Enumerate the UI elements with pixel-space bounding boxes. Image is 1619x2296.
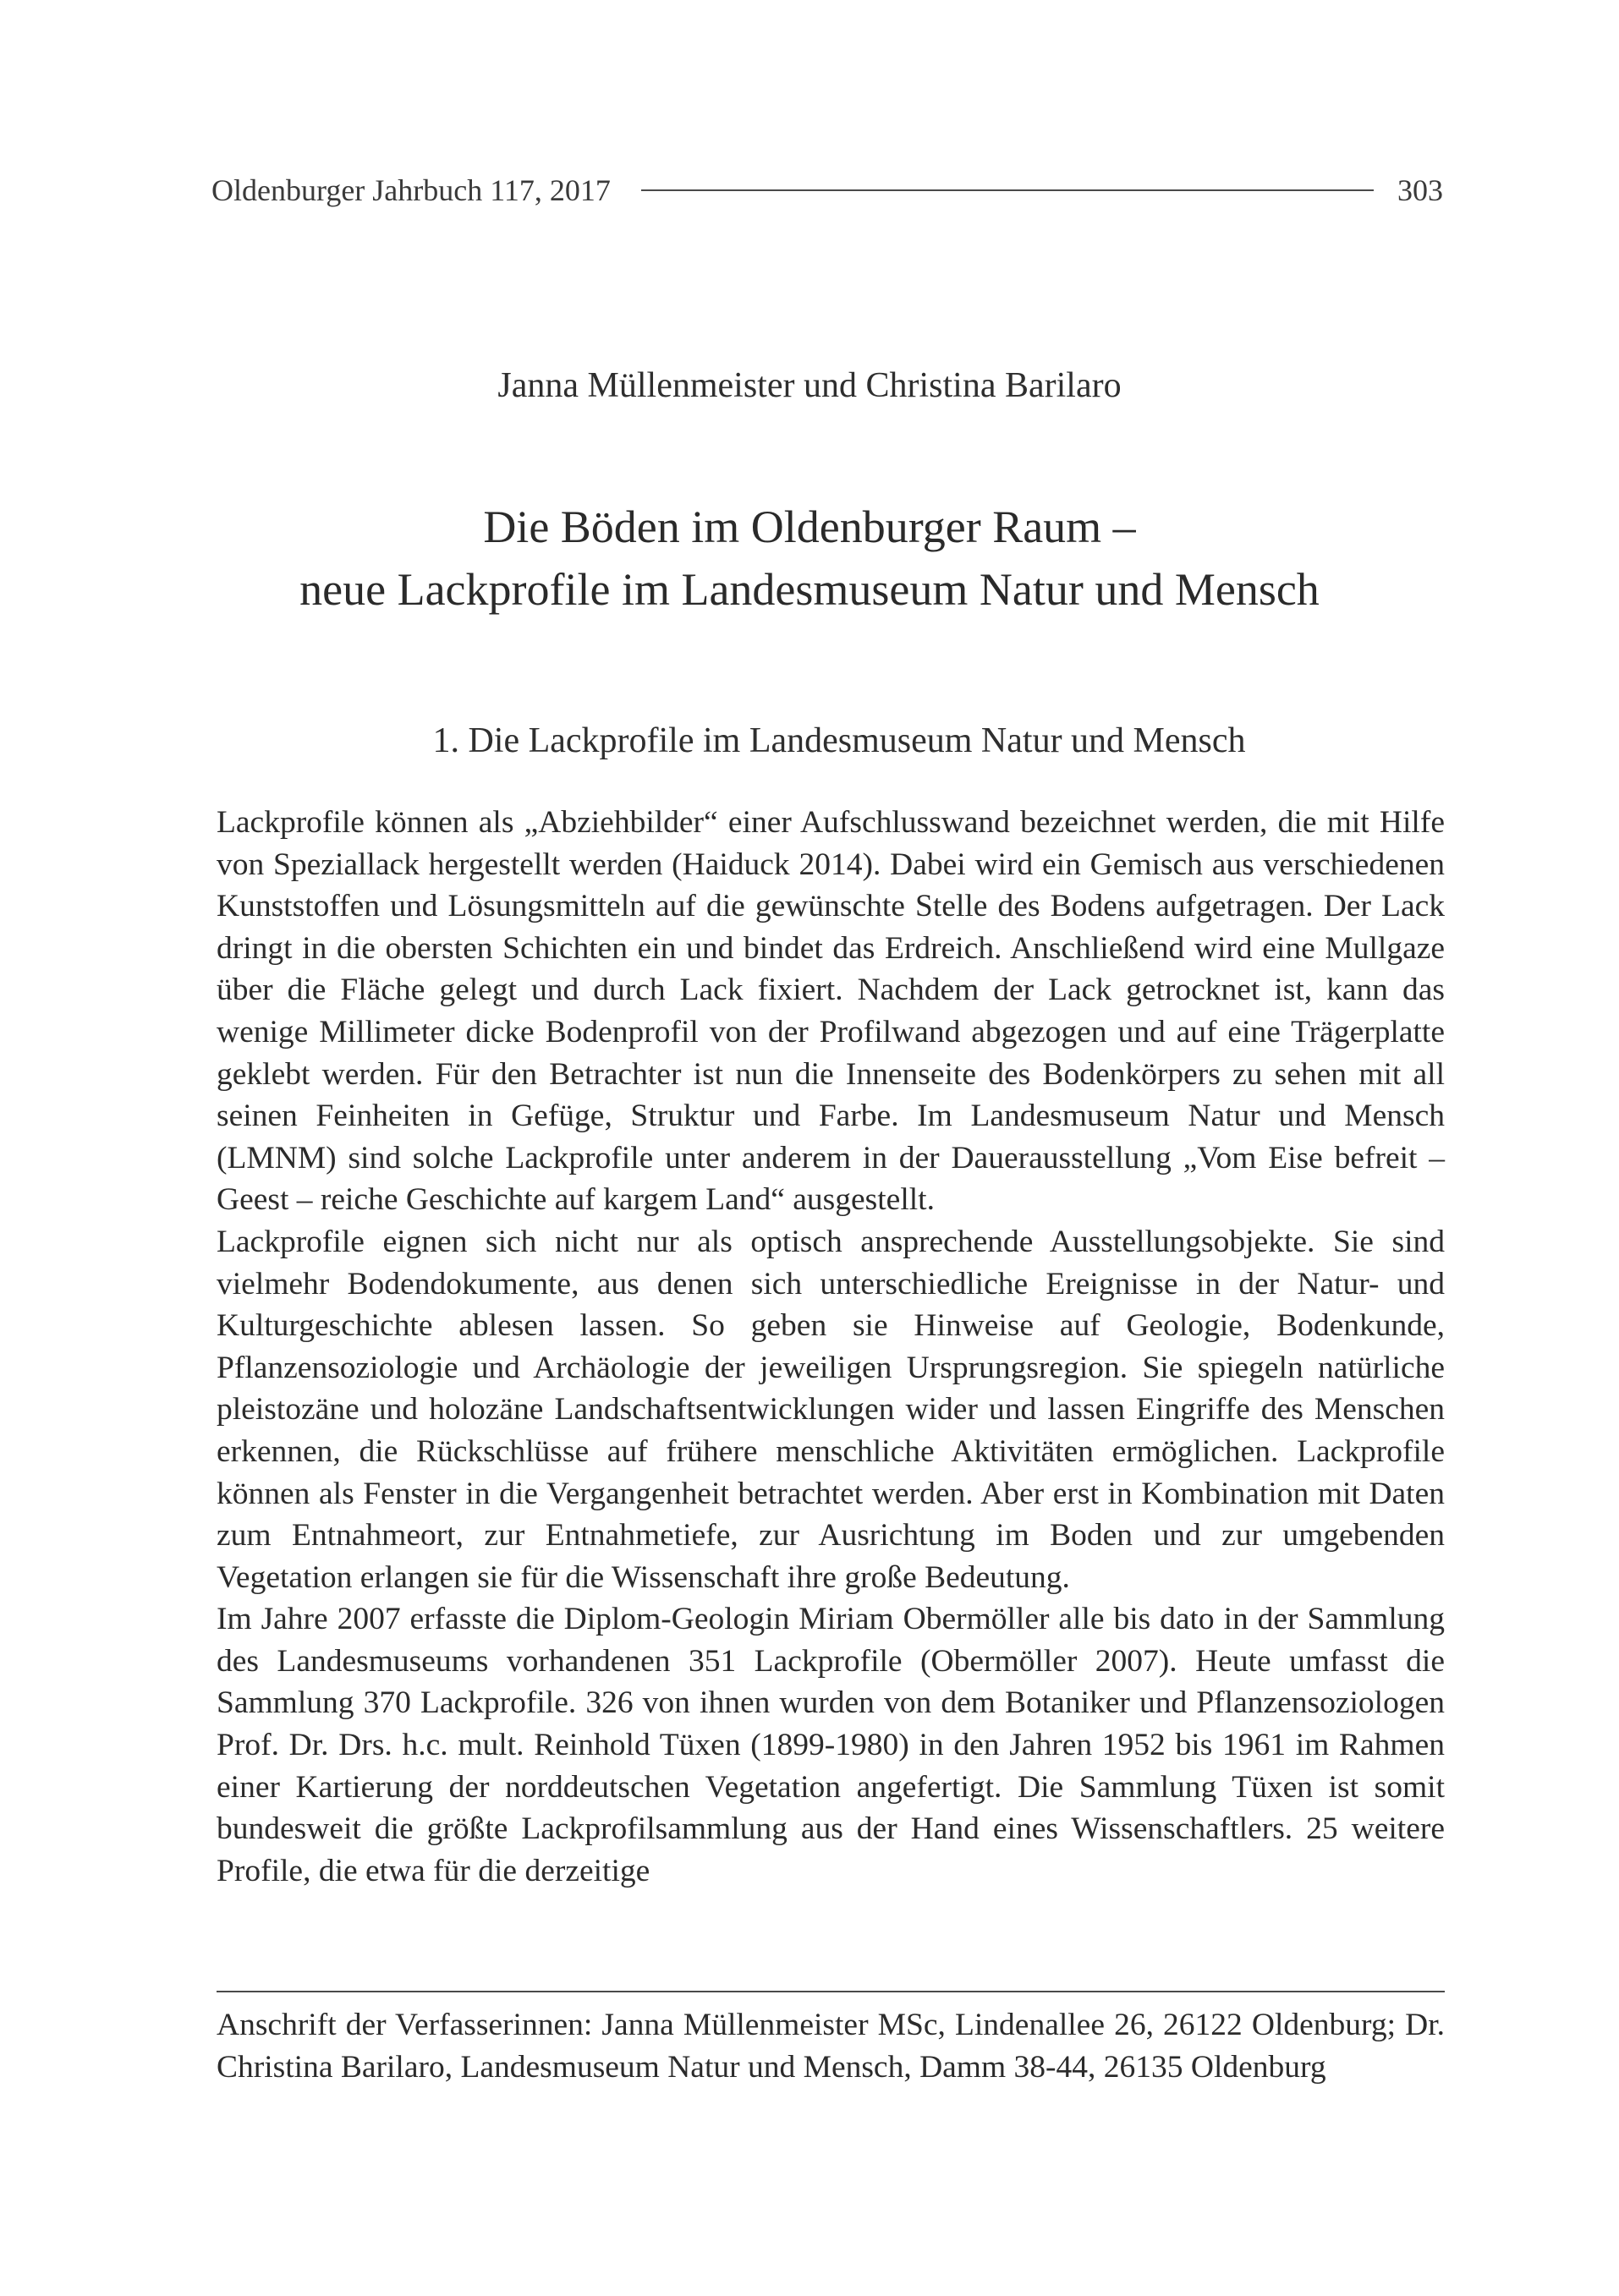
paragraph-2: Lackprofile eignen sich nicht nur als optisch ansprechende Ausstellungsobjekte. Sie sind vielmehr Bodendokumente, aus denen sich unterschiedliche Ereignisse in der Natur- und Kulturgeschichte ablesen lassen. So geben sie Hinweise auf Geologie, Bodenkunde, Pflanzensoziologie und Archäologie der jeweiligen Ursprungsregion. Sie spiegeln natürliche pleistozäne und holozäne Landschaftsentwicklungen wider und lassen Eingriffe des Menschen erkennen, die Rückschlüsse auf frühere menschliche Aktivitäten ermöglichen. Lackprofile können als Fenster in die Vergangenheit betrachtet werden. Aber erst in Kombination mit Daten zum Entnahmeort, zur Entnahmetiefe, zur Ausrichtung im Boden und zur umgebenden Vegetation erlangen sie für die Wissenschaft ihre große Bedeutung. [217,1224,1445,1595]
title-line-1: Die Böden im Oldenburger Raum – [483,501,1136,552]
journal-title: Oldenburger Jahrbuch 117, 2017 [211,173,611,207]
paragraph-3: Im Jahre 2007 erfasste die Diplom-Geologin Miriam Obermöller alle bis dato in der Sammlung des Landesmuseums vorhandenen 351 Lackprofile (Obermöller 2007). Heute umfasst die Sammlung 370 Lackprofile. 326 von ihnen wurden von dem Botaniker und Pflanzensoziologen Prof. Dr. Drs. h.c. mult. Reinhold Tüxen (1899-1980) in den Jahren 1952 bis 1961 im Rahmen einer Kartierung der norddeutschen Vegetation angefertigt. Die Sammlung Tüxen ist somit bundesweit die größte Lackprofilsammlung aus der Hand eines Wissenschaftlers. 25 weitere Profile, die etwa für die derzeitige [217,1602,1445,1888]
page-number: 303 [1397,173,1443,207]
article-title [0,496,1619,621]
title-line-2: neue Lackprofile im Landesmuseum Natur und Mensch [299,564,1320,615]
body-text [217,802,1445,1892]
header-rule [641,189,1374,191]
running-header [211,169,1443,211]
paragraph-1: Lackprofile können als „Abziehbilder“ einer Aufschlusswand bezeichnet werden, die mit Hilfe von Speziallack hergestellt werden (Haiduck 2014). Dabei wird ein Gemisch aus verschiedenen Kunststoffen und Lösungsmitteln auf die gewünschte Stelle des Bodens aufgetragen. Der Lack dringt in die obersten Schichten ein und bindet das Erdreich. Anschließend wird eine Mullgaze über die Fläche gelegt und durch Lack fixiert. Nachdem der Lack getrocknet ist, kann das wenige Millimeter dicke Bodenprofil von der Profilwand abgezogen und auf eine Trägerplatte geklebt werden. Für den Betrachter ist nun die Innenseite des Bodenkörpers zu sehen mit all seinen Feinheiten in Gefüge, Struktur und Farbe. Im Landesmuseum Natur und Mensch (LMNM) sind solche Lackprofile unter anderem in der Dauerausstellung „Vom Eise befreit – Geest – reiche Geschichte auf kargem Land“ ausgestellt. [217,805,1445,1218]
article-authors: Janna Müllenmeister und Christina Barilaro [497,366,1122,405]
section-heading: 1. Die Lackprofile im Landesmuseum Natur und Mensch [432,721,1246,760]
footnote-rule [217,1991,1445,1992]
author-address-footnote: Anschrift der Verfasserinnen: Janna Müllenmeister MSc, Lindenallee 26, 26122 Oldenburg; Dr. Christina Barilaro, Landesmuseum Natur und Mensch, Damm 38-44, 26135 Oldenburg [217,2008,1445,2085]
